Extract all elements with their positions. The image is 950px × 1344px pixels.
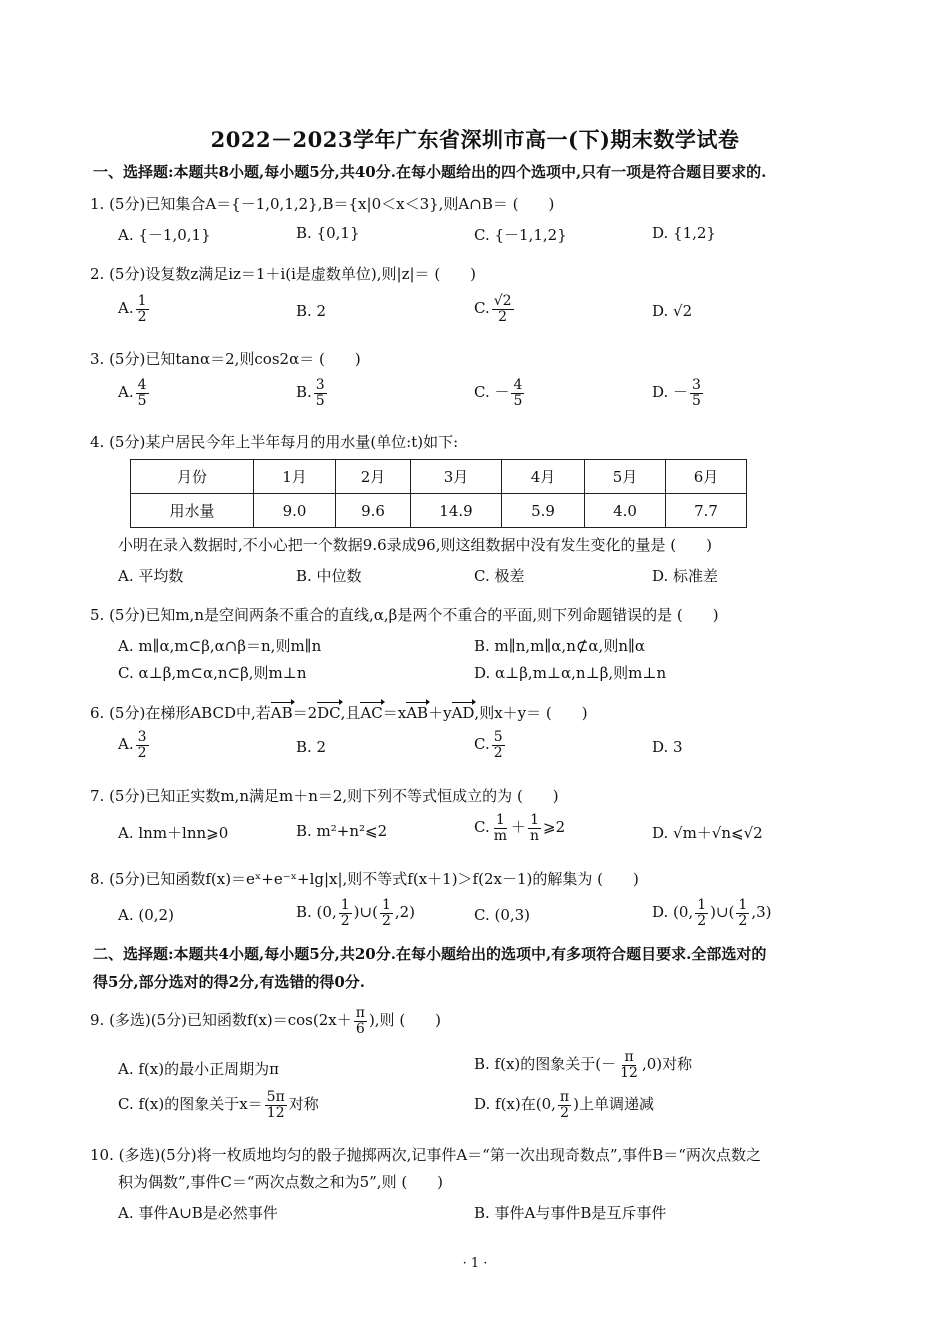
table-cell: 月份 <box>131 460 254 494</box>
q8-option-c: C. (0,3) <box>474 906 531 924</box>
q4-option-c: C. 极差 <box>474 567 525 585</box>
q2-option-c: C. $\frac{√2}{2}$ <box>474 293 512 325</box>
table-cell: 9.0 <box>254 494 336 528</box>
q5-option-d: D. α⊥β,m⊥α,n⊥β,则m⊥n <box>474 664 667 682</box>
q8-option-a: A. (0,2) <box>118 906 174 924</box>
page-title: 2022－2023学年广东省深圳市高一(下)期末数学试卷 <box>210 127 740 152</box>
question-10-line-1: 10. (多选)(5分)将一枚质地均匀的骰子抛掷两次,记事件A＝“第一次出现奇数点”,事件B＝“两次点数之 <box>90 1146 761 1164</box>
table-cell: 9.6 <box>336 494 411 528</box>
table-cell: 1月 <box>254 460 336 494</box>
question-4-stem: 4. (5分)某户居民今年上半年每月的用水量(单位:t)如下: <box>90 433 459 451</box>
q4-option-d: D. 标准差 <box>652 567 719 585</box>
question-5-stem: 5. (5分)已知m,n是空间两条不重合的直线,α,β是两个不重合的平面,则下列命题错误的是 ( ) <box>90 606 719 624</box>
table-cell: 4.0 <box>585 494 666 528</box>
page-number: · 1 · <box>462 1256 488 1271</box>
q10-option-a: A. 事件A∪B是必然事件 <box>118 1204 278 1222</box>
question-3-stem: 3. (5分)已知tanα＝2,则cos2α＝ ( ) <box>90 350 361 368</box>
question-4-stem-2: 小明在录入数据时,不小心把一个数据9.6录成96,则这组数据中没有发生变化的量是 ( ) <box>118 536 712 554</box>
section-2-heading-line-2: 得5分,部分选对的得2分,有选错的得0分. <box>93 973 365 991</box>
table-cell: 5.9 <box>502 494 585 528</box>
water-usage-table <box>130 459 747 528</box>
table-cell: 6月 <box>666 460 747 494</box>
q5-option-a: A. m∥α,m⊂β,α∩β＝n,则m∥n <box>118 637 322 655</box>
question-9-stem: 9. (多选)(5分)已知函数f(x)＝cos(2x＋ $\frac{\pi}{6}$ ),则 ( ) <box>90 1005 442 1037</box>
question-2-stem: 2. (5分)设复数z满足iz＝1＋i(i是虚数单位),则|z|＝ ( ) <box>90 265 477 283</box>
section-1-heading: 一、选择题:本题共8小题,每小题5分,共40分.在每小题给出的四个选项中,只有一项是符合题目要求的. <box>93 163 767 181</box>
question-7-stem: 7. (5分)已知正实数m,n满足m＋n＝2,则下列不等式恒成立的为 ( ) <box>90 787 559 805</box>
q5-option-b: B. m∥n,m∥α,n⊄α,则n∥α <box>474 637 646 655</box>
table-row <box>131 460 747 494</box>
table-cell: 5月 <box>585 460 666 494</box>
q6-option-c: C. $\frac{5}{2}$ <box>474 729 503 761</box>
question-8-stem: 8. (5分)已知函数f(x)＝eˣ+e⁻ˣ+lg|x|,则不等式f(x＋1)＞f(2x－1)的解集为 ( ) <box>90 870 639 888</box>
q3-option-c: C. － $\frac{4}{5}$ <box>474 377 523 409</box>
q9-option-c: C. f(x)的图象关于x＝ $\frac{5\pi}{12}$ 对称 <box>118 1089 319 1121</box>
q4-option-b: B. 中位数 <box>296 567 362 585</box>
q1-option-b: B. {0,1} <box>296 224 360 242</box>
q7-option-c: C. $\frac{1}{m}$ ＋ $\frac{1}{n}$ ⩾2 <box>474 812 566 844</box>
q9-option-d: D. f(x)在(0, $\frac{\pi}{2}$ )上单调递减 <box>474 1089 654 1121</box>
q3-option-d: D. － $\frac{3}{5}$ <box>652 377 701 409</box>
q6-option-b: B. 2 <box>296 738 327 756</box>
q3-option-a: A. $\frac{4}{5}$ <box>118 377 147 409</box>
table-cell: 7.7 <box>666 494 747 528</box>
q1-option-a: A. {－1,0,1} <box>118 226 211 244</box>
q8-option-d: D. (0, $\frac{1}{2}$ )∪( $\frac{1}{2}$ ,3) <box>652 897 772 929</box>
q1-option-c: C. {－1,1,2} <box>474 226 567 244</box>
table-row <box>131 494 747 528</box>
q9-option-a: A. f(x)的最小正周期为π <box>118 1060 279 1078</box>
q4-option-a: A. 平均数 <box>118 567 184 585</box>
table-cell: 4月 <box>502 460 585 494</box>
q6-option-a: A. $\frac{3}{2}$ <box>118 729 147 761</box>
q7-option-d: D. √m＋√n⩽√2 <box>652 824 763 842</box>
q1-option-d: D. {1,2} <box>652 224 716 242</box>
table-cell: 3月 <box>411 460 502 494</box>
section-2-heading-line-1: 二、选择题:本题共4小题,每小题5分,共20分.在每小题给出的选项中,有多项符合题目要求.全部选对的 <box>93 945 767 963</box>
q10-option-b: B. 事件A与事件B是互斥事件 <box>474 1204 667 1222</box>
q6-option-d: D. 3 <box>652 738 683 756</box>
q3-option-b: B. $\frac{3}{5}$ <box>296 377 325 409</box>
q5-option-c: C. α⊥β,m⊂α,n⊂β,则m⊥n <box>118 664 307 682</box>
q9-option-b: B. f(x)的图象关于(－ $\frac{\pi}{12}$ ,0)对称 <box>474 1049 693 1081</box>
q2-option-d: D. √2 <box>652 302 693 320</box>
question-1-stem: 1. (5分)已知集合A＝{－1,0,1,2},B＝{x|0＜x＜3},则A∩B＝ ( ) <box>90 195 555 213</box>
q7-option-b: B. m²+n²⩽2 <box>296 822 388 840</box>
question-10-line-2: 积为偶数”,事件C＝“两次点数之和为5”,则 ( ) <box>118 1173 444 1191</box>
table-cell: 14.9 <box>411 494 502 528</box>
question-6-stem: 6. (5分)在梯形ABCD中,若AB＝2DC,且AC＝xAB＋yAD,则x＋y＝ ( ) <box>90 704 588 722</box>
table-cell: 用水量 <box>131 494 254 528</box>
table-cell: 2月 <box>336 460 411 494</box>
q7-option-a: A. lnm＋lnn⩾0 <box>118 824 229 842</box>
q2-option-a: A. $\frac{1}{2}$ <box>118 293 147 325</box>
q8-option-b: B. (0, $\frac{1}{2}$ )∪( $\frac{1}{2}$ ,2) <box>296 897 416 929</box>
q2-option-b: B. 2 <box>296 302 327 320</box>
